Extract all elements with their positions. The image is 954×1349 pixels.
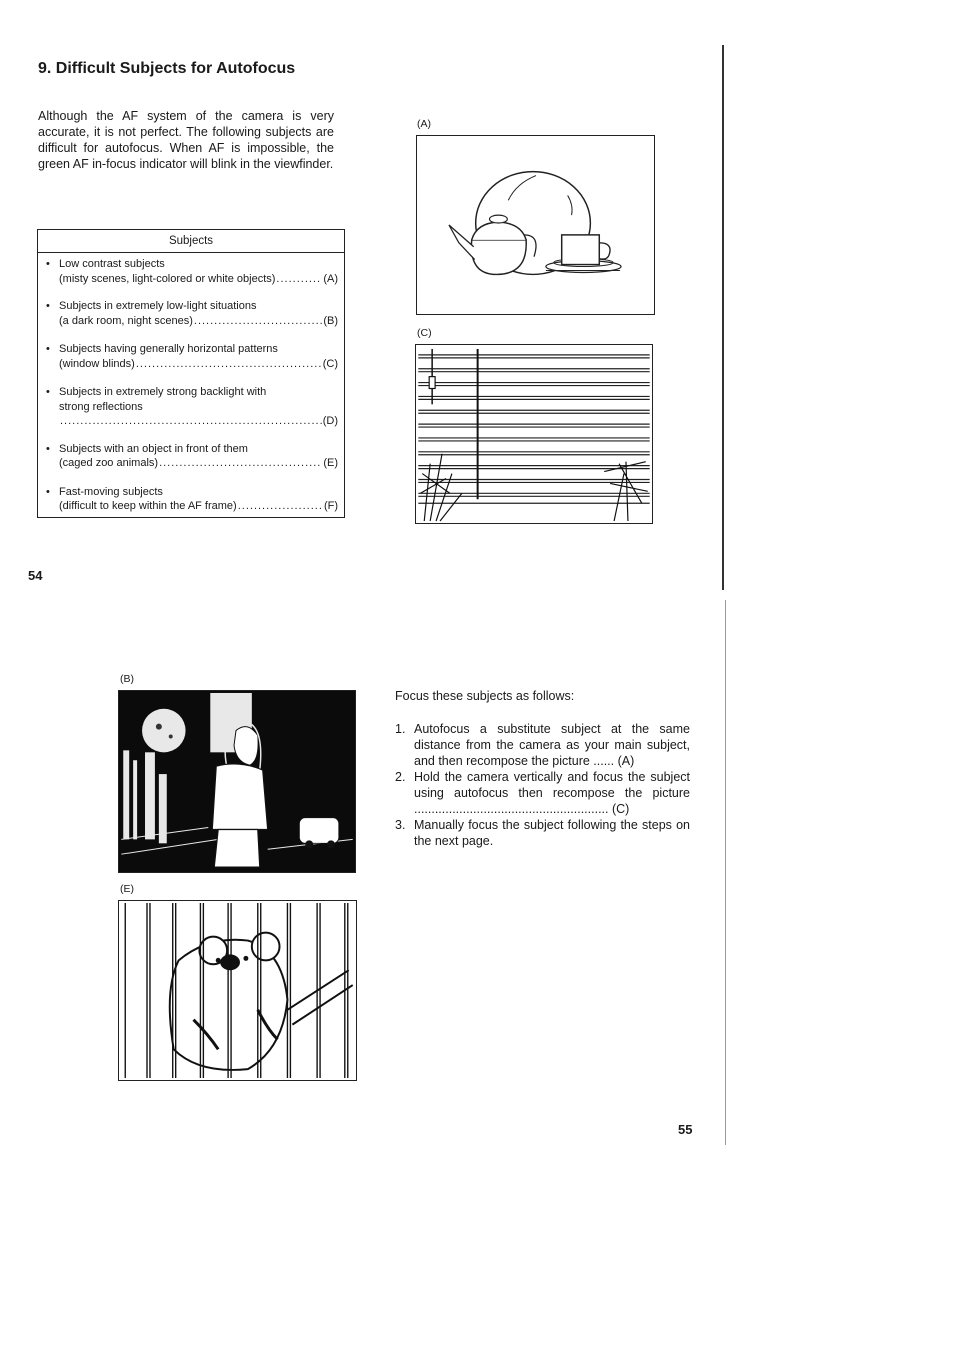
teapot-cup-plate-icon (417, 136, 654, 314)
step-text: Autofocus a substitute subject at the same distance from the camera as your main subject, and then recompose the picture ...... (A) (414, 722, 690, 768)
step-number: 1. (395, 722, 406, 736)
subject-item (44, 257, 338, 286)
subject-title: Subjects in extremely strong backlight with (59, 386, 267, 398)
subject-item (44, 299, 338, 328)
bullet-icon: • (46, 258, 50, 270)
bullet-icon: • (46, 485, 50, 498)
figure-caption-a: (A) (417, 118, 431, 130)
bullet-icon: • (46, 386, 50, 398)
figure-caption-c: (C) (417, 327, 432, 339)
caged-koala-icon (119, 901, 356, 1080)
subjects-table-header: Subjects (38, 230, 344, 253)
figure-e-caged-animal-illustration (118, 900, 357, 1081)
figure-code: (D) (322, 415, 338, 427)
figure-code: (E) (323, 457, 338, 469)
step-text: Manually focus the subject following the steps on the next page. (414, 818, 690, 848)
dot-leader (136, 357, 322, 372)
subject-detail: (misty scenes, light-colored or white objects) (59, 272, 276, 285)
step-number: 2. (395, 770, 406, 784)
page-binding-edge (722, 45, 724, 590)
subject-title: Subjects in extremely low-light situations (59, 300, 257, 312)
figure-code: (B) (323, 314, 338, 327)
subject-title: Subjects with an object in front of them (59, 442, 248, 455)
subject-item (44, 342, 338, 371)
subject-detail: (caged zoo animals) (59, 457, 159, 469)
step-item (395, 721, 690, 769)
figure-code: (A) (323, 272, 338, 285)
subject-detail: strong reflections (59, 400, 143, 413)
subject-detail: (a dark room, night scenes) (59, 314, 193, 327)
dot-leader (276, 272, 322, 287)
subject-title: Fast-moving subjects (59, 485, 163, 498)
dot-leader (159, 456, 322, 471)
window-blinds-icon (416, 345, 652, 523)
subject-detail: (window blinds) (59, 357, 135, 370)
step-text: Hold the camera vertically and focus the subject using autofocus then recompose the picture ........................................................ (C) (414, 770, 690, 816)
intro-paragraph: Although the AF system of the camera is very accurate, it is not perfect. The following subjects are difficult for autofocus. When AF is impossible, the green AF in-focus indicator will blink in the viewfinder. (38, 109, 334, 171)
subject-title: Low contrast subjects (59, 258, 165, 270)
subject-item (44, 442, 338, 471)
subject-item (44, 385, 338, 429)
step-item (395, 769, 690, 817)
step-item (395, 817, 690, 849)
figure-code: (F) (323, 500, 338, 512)
section-heading: 9. Difficult Subjects for Autofocus (38, 60, 296, 77)
step-number: 3. (395, 818, 406, 832)
figure-code: (C) (322, 357, 338, 370)
figure-caption-b: (B) (120, 673, 134, 685)
figure-caption-e: (E) (120, 883, 134, 895)
figure-a-teapot-illustration (416, 135, 655, 315)
dot-leader (238, 499, 323, 514)
night-scene-woman-icon (119, 691, 355, 872)
bullet-icon: • (46, 442, 50, 455)
subjects-table (37, 229, 345, 518)
bullet-icon: • (46, 300, 50, 312)
subjects-list (38, 253, 344, 514)
dot-leader (60, 414, 322, 429)
bullet-icon: • (46, 343, 50, 355)
page-binding-edge (725, 600, 726, 1145)
instructions-intro: Focus these subjects as follows: (395, 689, 575, 703)
subject-detail: (difficult to keep within the AF frame) (59, 500, 237, 512)
dot-leader (194, 314, 322, 329)
subject-item (44, 485, 338, 514)
page-number-right: 55 (678, 1122, 693, 1137)
instruction-steps (395, 721, 690, 849)
figure-c-blinds-illustration (415, 344, 653, 524)
subject-title: Subjects having generally horizontal patterns (59, 343, 278, 355)
figure-b-night-scene-illustration (118, 690, 356, 873)
page-number-left: 54 (28, 568, 43, 583)
